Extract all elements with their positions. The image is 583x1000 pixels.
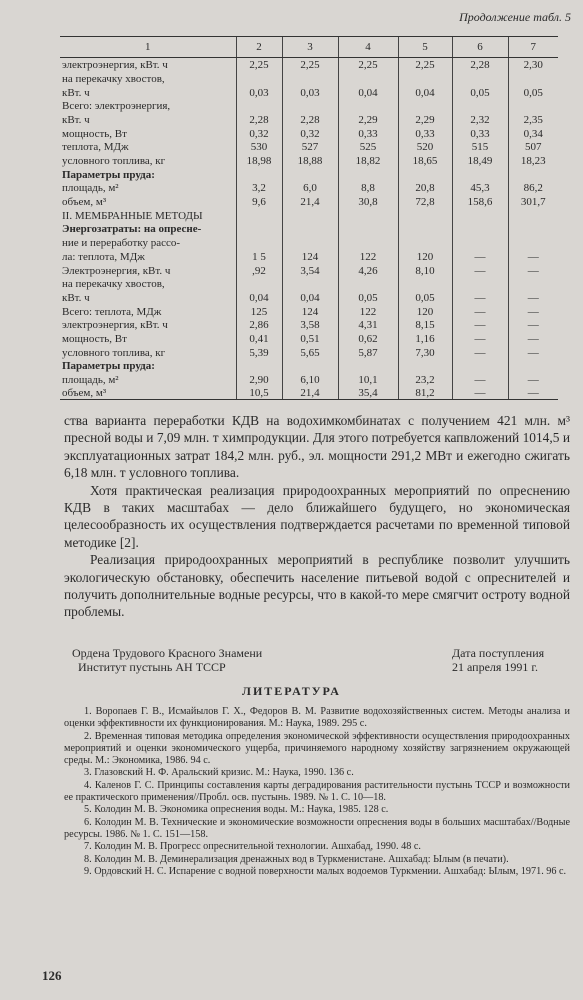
table-cell: 0,41: [236, 331, 282, 345]
table-cell: 9,6: [236, 194, 282, 208]
table-cell: 2,28: [236, 112, 282, 126]
table-cell: 122: [338, 249, 398, 263]
reference-item: 5. Колодин М. В. Экономика опреснения воды. М.: Наука, 1985. 128 с.: [84, 804, 389, 816]
table-row: [60, 85, 558, 99]
table-cell: —: [508, 263, 558, 277]
table-cell: 2,25: [282, 58, 338, 72]
table-cell: [508, 222, 558, 236]
table-cell: 35,4: [338, 386, 398, 400]
row-label: ла: теплота, МДж: [62, 250, 145, 263]
table-cell: 0,04: [338, 85, 398, 99]
table-cell: 2,29: [338, 112, 398, 126]
table-cell: [282, 277, 338, 291]
table-row: [60, 167, 558, 181]
table-cell: 20,8: [398, 181, 452, 195]
affiliation-line: Ордена Трудового Красного Знамени: [72, 646, 263, 660]
table-row: [60, 181, 558, 195]
table-cell: —: [452, 318, 508, 332]
table-cell: 2,28: [452, 58, 508, 72]
references-heading: ЛИТЕРАТУРА: [242, 684, 341, 698]
column-header: 6: [452, 37, 508, 58]
reference-item: 4. Каленов Г. С. Принципы составления карты деградирования растительности пустынь ТССР и возможности ее практического применения//Пробл. осв. пустынь. 1989. № 1. С. 10—18.: [64, 779, 570, 804]
row-label: Всего: теплота, МДж: [62, 305, 162, 318]
row-label: мощность, Вт: [62, 127, 127, 140]
table-row: [60, 153, 558, 167]
column-header: 2: [236, 37, 282, 58]
table-row: [60, 372, 558, 386]
table-cell: ,92: [236, 263, 282, 277]
table-cell: 0,34: [508, 126, 558, 140]
table-cell: [398, 167, 452, 181]
table-row: [60, 386, 558, 400]
table-header-row: [60, 37, 558, 58]
table-cell: [338, 99, 398, 113]
table-cell: 120: [398, 249, 452, 263]
row-label: кВт. ч: [62, 86, 90, 99]
table-cell: [282, 235, 338, 249]
table-cell: [282, 222, 338, 236]
table-cell: [398, 359, 452, 373]
table-cell: [452, 222, 508, 236]
table-cell: 1,16: [398, 331, 452, 345]
table-cell: [236, 167, 282, 181]
row-label: Параметры пруда:: [62, 360, 155, 373]
table-cell: 0,32: [282, 126, 338, 140]
table-row: [60, 140, 558, 154]
table-cell: 5,39: [236, 345, 282, 359]
reference-item: 8. Колодин М. В. Деминерализация дренажных вод в Туркменистане. Ашхабад: Ылым (в печати).: [84, 853, 509, 865]
row-label: Электроэнергия, кВт. ч: [62, 264, 171, 277]
column-header: 3: [282, 37, 338, 58]
table-cell: 23,2: [398, 372, 452, 386]
paragraph: Реализация природоохранных мероприятий в республике позволит улучшить экологическую обстановку, обеспечить население питьевой водой с опреснителей и получить дополнительные водные ресурсы, что в какой-то мере смягчит остроту водной проблемы.: [64, 552, 570, 620]
table-cell: 18,98: [236, 153, 282, 167]
column-header: 5: [398, 37, 452, 58]
table-cell: 2,86: [236, 318, 282, 332]
table-cell: —: [508, 290, 558, 304]
table-cell: —: [452, 304, 508, 318]
table-cell: 18,23: [508, 153, 558, 167]
table-cell: [452, 235, 508, 249]
table-cell: 2,28: [282, 112, 338, 126]
table-cell: [398, 222, 452, 236]
table-cell: 3,58: [282, 318, 338, 332]
table-cell: [236, 208, 282, 222]
table-cell: 18,88: [282, 153, 338, 167]
row-label: на перекачку хвостов,: [62, 278, 165, 291]
table-cell: 8,15: [398, 318, 452, 332]
table-cell: 5,87: [338, 345, 398, 359]
table-cell: —: [452, 263, 508, 277]
table-cell: [236, 235, 282, 249]
row-label: ние и переработку рассо-: [62, 237, 181, 250]
table-cell: 8,8: [338, 181, 398, 195]
table-cell: 3,54: [282, 263, 338, 277]
table-cell: —: [452, 345, 508, 359]
table-cell: [282, 359, 338, 373]
received-value: 21 апреля 1991 г.: [452, 660, 538, 674]
table-cell: 515: [452, 140, 508, 154]
table-cell: 0,05: [452, 85, 508, 99]
table-cell: 2,90: [236, 372, 282, 386]
reference-item: 3. Глазовский Н. Ф. Аральский кризис. М.: Наука, 1990. 136 с.: [84, 767, 354, 779]
column-header: 1: [60, 37, 236, 58]
row-label: условного топлива, кг: [62, 346, 166, 359]
table-cell: [398, 71, 452, 85]
table-cell: 0,33: [338, 126, 398, 140]
table-cell: 2,25: [398, 58, 452, 72]
table-cell: 4,31: [338, 318, 398, 332]
table-cell: 0,33: [398, 126, 452, 140]
table-cell: 2,29: [398, 112, 452, 126]
column-header: 4: [338, 37, 398, 58]
table-cell: 3,2: [236, 181, 282, 195]
table-cell: [282, 167, 338, 181]
table-cell: —: [452, 249, 508, 263]
table-cell: 525: [338, 140, 398, 154]
table-cell: [452, 71, 508, 85]
table-cell: —: [452, 331, 508, 345]
table-cell: 10,1: [338, 372, 398, 386]
table-cell: 18,65: [398, 153, 452, 167]
data-table: [60, 36, 558, 400]
table-cell: 125: [236, 304, 282, 318]
table-cell: 4,26: [338, 263, 398, 277]
row-label: II. МЕМБРАННЫЕ МЕТОДЫ: [62, 209, 203, 222]
table-row: [60, 222, 558, 236]
table-cell: 81,2: [398, 386, 452, 400]
table-cell: —: [508, 331, 558, 345]
table-cell: 8,10: [398, 263, 452, 277]
table-row: [60, 331, 558, 345]
table-cell: —: [452, 386, 508, 400]
table-cell: 0,04: [236, 290, 282, 304]
table-cell: [508, 167, 558, 181]
table-cell: 124: [282, 249, 338, 263]
table-cell: [282, 99, 338, 113]
table-cell: [508, 359, 558, 373]
table-cell: 10,5: [236, 386, 282, 400]
table-cell: 7,30: [398, 345, 452, 359]
table-continuation-label: Продолжение табл. 5: [459, 10, 571, 24]
row-label: объем, м³: [62, 196, 107, 209]
row-label: теплота, МДж: [62, 141, 129, 154]
table-cell: [338, 167, 398, 181]
table-cell: [398, 235, 452, 249]
reference-item: 7. Колодин М. В. Прогресс опреснительной технологии. Ашхабад, 1990. 48 с.: [84, 841, 421, 853]
table-cell: 0,04: [282, 290, 338, 304]
table-row: [60, 112, 558, 126]
table-cell: 0,04: [398, 85, 452, 99]
row-label: площадь, м²: [62, 374, 119, 386]
table-cell: 0,32: [236, 126, 282, 140]
table-cell: 21,4: [282, 194, 338, 208]
table-cell: 30,8: [338, 194, 398, 208]
table-cell: [398, 277, 452, 291]
table-cell: 2,25: [236, 58, 282, 72]
table-cell: 1 5: [236, 249, 282, 263]
reference-item: 2. Временная типовая методика определения экономической эффективности осуществления природоохранных мероприятий и оценки экономического ущерба, причиняемого народному хозяйству загрязнением окружающей среды. М.: Экономика, 1986. 94 с.: [64, 730, 570, 767]
table-cell: 0,62: [338, 331, 398, 345]
row-label: на перекачку хвостов,: [62, 72, 165, 85]
table-row: [60, 249, 558, 263]
table-cell: [398, 208, 452, 222]
table-row: [60, 318, 558, 332]
table-cell: [338, 208, 398, 222]
table-cell: 0,05: [398, 290, 452, 304]
table-cell: [338, 359, 398, 373]
table-cell: [236, 71, 282, 85]
table-row: [60, 345, 558, 359]
table-cell: 124: [282, 304, 338, 318]
table-row: [60, 290, 558, 304]
row-label: электроэнергия, кВт. ч: [62, 319, 168, 332]
affiliation-line: Институт пустынь АН ТССР: [78, 660, 226, 674]
reference-item: 1. Воропаев Г. В., Исмайылов Г. Х., Федоров В. М. Развитие водохозяйственных систем. Методы анализа и оценки эффективности их функционирования. М.: Наука, 1989. 295 с.: [64, 706, 570, 730]
row-label: кВт. ч: [62, 291, 90, 304]
table-row: [60, 71, 558, 85]
table-cell: 2,32: [452, 112, 508, 126]
table-cell: —: [452, 372, 508, 386]
references-list: [64, 706, 570, 878]
row-label: кВт. ч: [62, 113, 90, 126]
reference-item: 6. Колодин М. В. Технические и экономические возможности опреснения воды в больших масштабах//Водные ресурсы. 1986. № 1. С. 151—158.: [64, 816, 570, 840]
received-date: [452, 646, 544, 674]
table-cell: [236, 277, 282, 291]
row-label: условного топлива, кг: [62, 155, 166, 167]
table-cell: [452, 208, 508, 222]
table-cell: 72,8: [398, 194, 452, 208]
row-label: Энергозатраты: на опресне-: [62, 223, 202, 236]
table-cell: 301,7: [508, 194, 558, 208]
table-cell: 0,51: [282, 331, 338, 345]
table-cell: 21,4: [282, 386, 338, 400]
table-cell: 0,03: [282, 85, 338, 99]
row-label: Всего: электроэнергия,: [62, 100, 171, 113]
row-label: объем, м³: [60, 386, 236, 400]
table-cell: 122: [338, 304, 398, 318]
table-cell: [338, 277, 398, 291]
paragraph: ства варианта переработки КДВ на водохимкомбинатах с получением 421 млн. м³ пресной воды и 7,09 млн. т химпродукции. Для этого потребуется капвложений 1014,5 и эксплуатационных затрат 184,2 млн. руб., эл. мощности 291,2 МВт и ежегодно сжигать 6,18 млн. т условного топлива.: [64, 413, 570, 481]
table-cell: [508, 235, 558, 249]
table-cell: 45,3: [452, 181, 508, 195]
table-cell: [508, 208, 558, 222]
table-cell: [236, 359, 282, 373]
page-number: 126: [42, 968, 62, 983]
table-row: [60, 235, 558, 249]
table-row: [60, 359, 558, 373]
body-text: [64, 412, 570, 621]
row-label: мощность, Вт: [62, 332, 127, 345]
affiliation: [72, 646, 262, 674]
table-row: [60, 304, 558, 318]
table-cell: 527: [282, 140, 338, 154]
table-cell: —: [508, 345, 558, 359]
table-row: [60, 99, 558, 113]
table-cell: 158,6: [452, 194, 508, 208]
table-row: [60, 277, 558, 291]
table-cell: —: [508, 318, 558, 332]
table-cell: [508, 71, 558, 85]
table-row: [60, 58, 558, 72]
row-label: электроэнергия, кВт. ч: [62, 59, 168, 72]
table-cell: [282, 208, 338, 222]
table-cell: [452, 167, 508, 181]
table-cell: [508, 277, 558, 291]
table-cell: [508, 99, 558, 113]
table-cell: [338, 235, 398, 249]
received-label: Дата поступления: [452, 646, 545, 660]
table-cell: 120: [398, 304, 452, 318]
table-cell: 520: [398, 140, 452, 154]
table-cell: 86,2: [508, 181, 558, 195]
table-cell: 6,0: [282, 181, 338, 195]
table-cell: [338, 71, 398, 85]
table-cell: 0,05: [508, 85, 558, 99]
table-cell: 0,33: [452, 126, 508, 140]
paragraph: Хотя практическая реализация природоохранных мероприятий по опреснению КДВ в таких масштабах — дело ближайшего будущего, но экономическая целесообразность их осуществления подтверждается расчетами по временной типовой методике [2].: [64, 482, 570, 550]
table-cell: 530: [236, 140, 282, 154]
table-cell: —: [508, 304, 558, 318]
table-cell: 5,65: [282, 345, 338, 359]
table-cell: 18,82: [338, 153, 398, 167]
table-cell: —: [508, 372, 558, 386]
column-header: 7: [508, 37, 558, 58]
table-row: [60, 263, 558, 277]
table-cell: 18,49: [452, 153, 508, 167]
table-cell: 2,35: [508, 112, 558, 126]
table-cell: [452, 277, 508, 291]
table-cell: —: [508, 249, 558, 263]
table-cell: [398, 99, 452, 113]
table-body: [60, 58, 558, 400]
row-label: площадь, м²: [62, 182, 119, 195]
table-cell: [236, 222, 282, 236]
reference-item: 9. Ордовский Н. С. Испарение с водной поверхности малых водоемов Туркмении. Ашхабад: Ылым, 1971. 96 с.: [84, 865, 567, 877]
table-cell: —: [508, 386, 558, 400]
table-row: [60, 126, 558, 140]
table-cell: [282, 71, 338, 85]
table-cell: [452, 359, 508, 373]
table-cell: 2,25: [338, 58, 398, 72]
table-cell: 0,05: [338, 290, 398, 304]
table-cell: 0,03: [236, 85, 282, 99]
table-row: [60, 194, 558, 208]
table-cell: —: [452, 290, 508, 304]
table-cell: 507: [508, 140, 558, 154]
table-row: [60, 208, 558, 222]
table-cell: [452, 99, 508, 113]
row-label: Параметры пруда:: [62, 168, 155, 181]
table-cell: 2,30: [508, 58, 558, 72]
table-cell: [338, 222, 398, 236]
table-cell: 6,10: [282, 372, 338, 386]
table-cell: [236, 99, 282, 113]
